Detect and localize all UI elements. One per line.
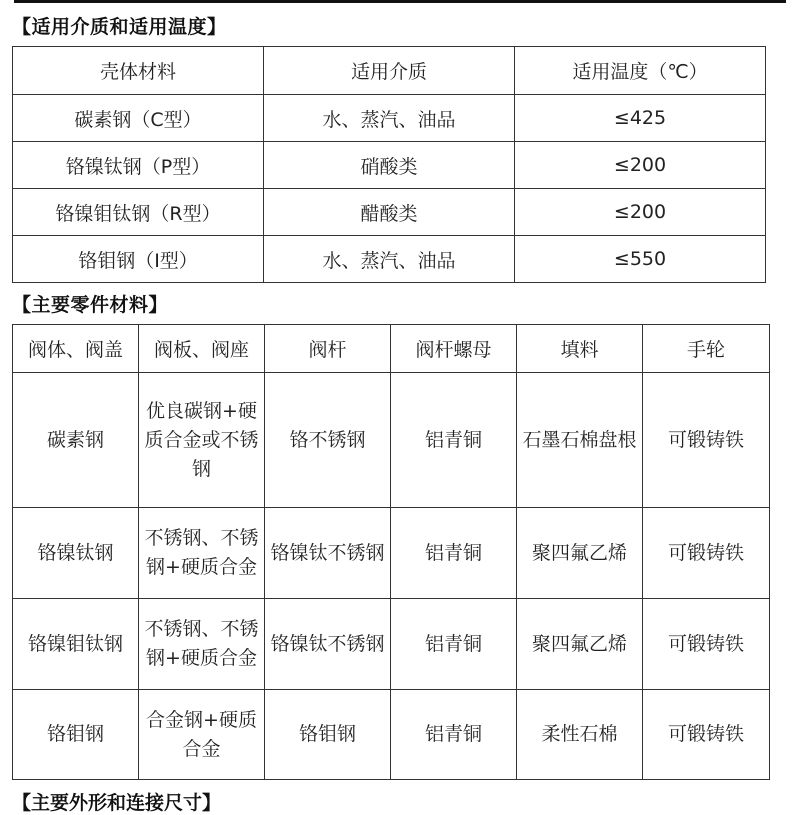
- header-applicable-media: 适用介质: [264, 47, 515, 95]
- table-cell: 铬不锈钢: [265, 373, 391, 508]
- table-cell: 铝青铜: [391, 690, 517, 780]
- header-shell-material: 壳体材料: [13, 47, 264, 95]
- table-row: [13, 373, 770, 508]
- table-cell: 可锻铸铁: [643, 690, 770, 780]
- top-divider-line: [14, 0, 786, 3]
- header-applicable-temperature: 适用温度（℃）: [515, 47, 766, 95]
- table-cell: 不锈钢、不锈钢+硬质合金: [139, 599, 265, 690]
- table-cell: 优良碳钢+硬质合金或不锈钢: [139, 373, 265, 508]
- table-cell: 可锻铸铁: [643, 373, 770, 508]
- main-parts-material-table: [12, 324, 770, 780]
- table-cell: 不锈钢、不锈钢+硬质合金: [139, 508, 265, 599]
- table-cell: 铝青铜: [391, 599, 517, 690]
- table-cell: 水、蒸汽、油品: [264, 236, 515, 283]
- table-cell: 铬镍钛钢: [13, 508, 139, 599]
- table-cell: 铬钼钢: [265, 690, 391, 780]
- table-row: [13, 189, 766, 236]
- media-temperature-table: [12, 46, 766, 283]
- table-cell: ≤550: [515, 236, 766, 283]
- table-cell: 铬钼钢: [13, 690, 139, 780]
- table-cell: 醋酸类: [264, 189, 515, 236]
- table-cell: 石墨石棉盘根: [517, 373, 643, 508]
- table-cell: 柔性石棉: [517, 690, 643, 780]
- table-cell: 聚四氟乙烯: [517, 508, 643, 599]
- table-header-row: [13, 325, 770, 373]
- header-handwheel: 手轮: [643, 325, 770, 373]
- table-cell: 可锻铸铁: [643, 599, 770, 690]
- table-header-row: [13, 47, 766, 95]
- table-cell: 合金钢+硬质合金: [139, 690, 265, 780]
- table-cell: 碳素钢（C型）: [13, 95, 264, 142]
- table-row: [13, 599, 770, 690]
- section-title-main-parts: 【主要零件材料】: [12, 294, 169, 316]
- table-cell: 铬钼钢（I型）: [13, 236, 264, 283]
- header-packing: 填料: [517, 325, 643, 373]
- table-cell: ≤425: [515, 95, 766, 142]
- table-cell: 铬镍钼钛钢（R型）: [13, 189, 264, 236]
- table-cell: ≤200: [515, 189, 766, 236]
- header-stem-nut: 阀杆螺母: [391, 325, 517, 373]
- table-row: [13, 95, 766, 142]
- header-stem: 阀杆: [265, 325, 391, 373]
- table-cell: 铬镍钛钢（P型）: [13, 142, 264, 189]
- table-cell: 铬镍钼钛钢: [13, 599, 139, 690]
- table-cell: 碳素钢: [13, 373, 139, 508]
- table-cell: 铝青铜: [391, 508, 517, 599]
- section-title-media-temperature: 【适用介质和适用温度】: [12, 16, 227, 38]
- table-row: [13, 236, 766, 283]
- header-body-bonnet: 阀体、阀盖: [13, 325, 139, 373]
- section-title-dimensions: 【主要外形和连接尺寸】: [12, 792, 222, 814]
- header-disc-seat: 阀板、阀座: [139, 325, 265, 373]
- table-cell: ≤200: [515, 142, 766, 189]
- table-cell: 聚四氟乙烯: [517, 599, 643, 690]
- table-row: [13, 142, 766, 189]
- table-cell: 硝酸类: [264, 142, 515, 189]
- table-cell: 可锻铸铁: [643, 508, 770, 599]
- table-row: [13, 508, 770, 599]
- table-cell: 水、蒸汽、油品: [264, 95, 515, 142]
- table-row: [13, 690, 770, 780]
- table-cell: 铬镍钛不锈钢: [265, 508, 391, 599]
- table-cell: 铝青铜: [391, 373, 517, 508]
- table-cell: 铬镍钛不锈钢: [265, 599, 391, 690]
